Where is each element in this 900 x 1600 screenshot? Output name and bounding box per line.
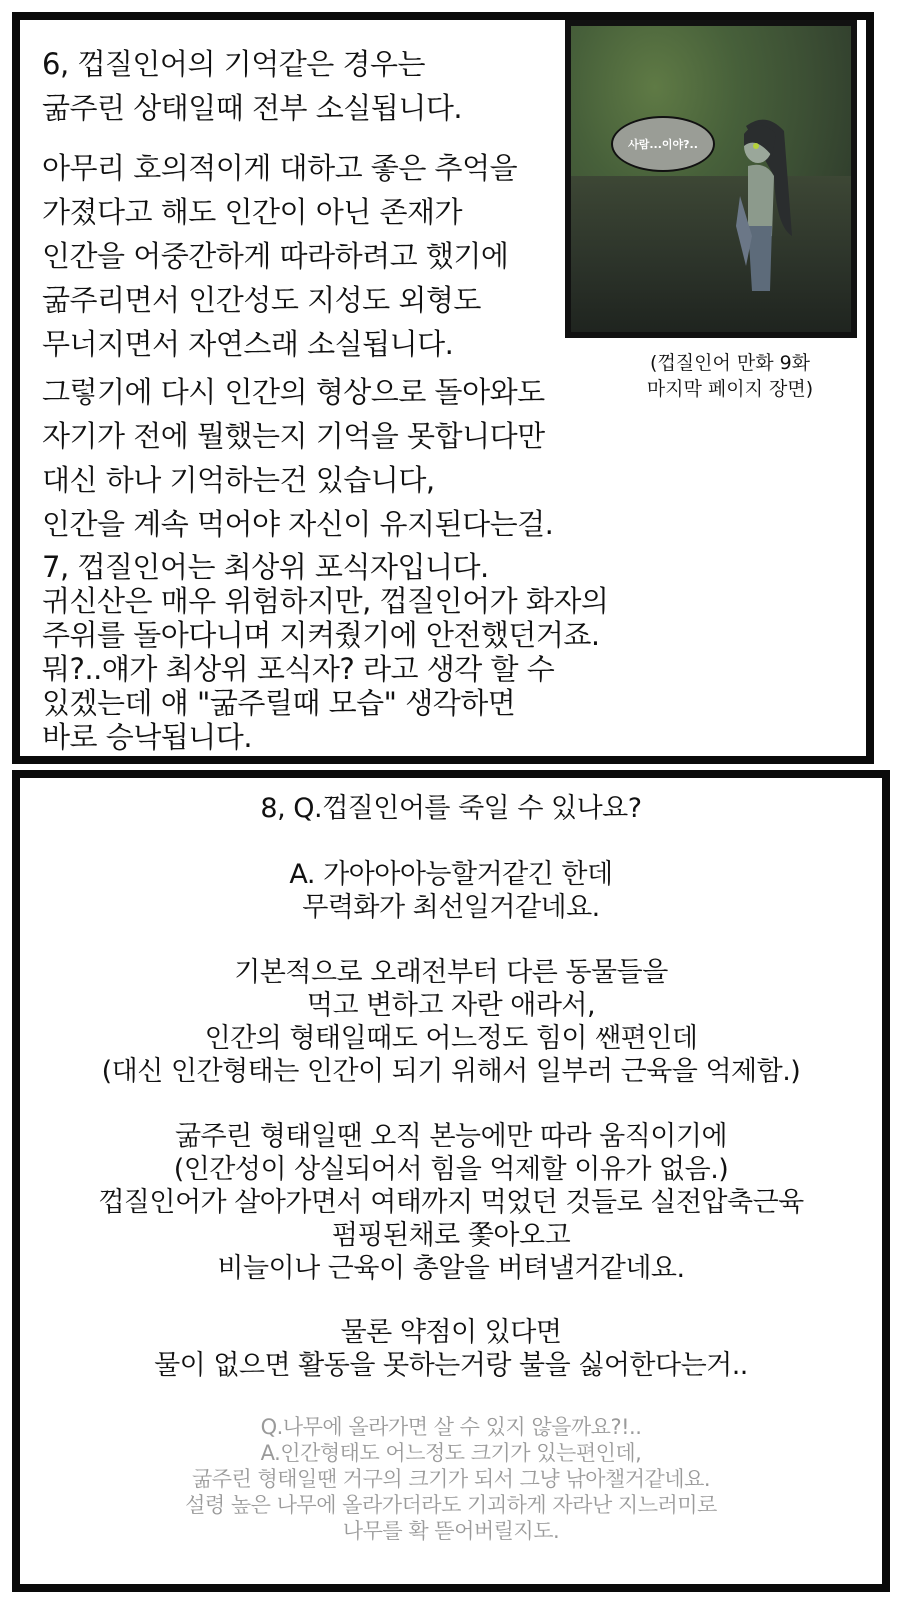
mermaid-figure	[726, 116, 796, 316]
section-6-heading	[42, 42, 462, 130]
text-line: 아무리 호의적이게 대하고 좋은 추억을	[42, 151, 518, 185]
text-line: 7, 껍질인어는 최상위 포식자입니다.	[42, 550, 489, 584]
explanation-1	[20, 956, 882, 1088]
text-line: 설령 높은 나무에 올라가더라도 기괴하게 자라난 지느러미로	[185, 1493, 717, 1517]
text-line: 나무를 확 뜯어버릴지도.	[342, 1519, 560, 1543]
text-line: 자기가 전에 뭘했는지 기억을 못합니다만	[42, 419, 545, 453]
text-line: 펌핑된채로 쫓아오고	[331, 1220, 571, 1251]
text-line: 6, 껍질인어의 기억같은 경우는	[42, 47, 425, 81]
text-line: 인간을 어중간하게 따라하려고 했기에	[42, 239, 509, 273]
text-line: A.인간형태도 어느정도 크기가 있는편인데,	[260, 1441, 642, 1465]
upper-panel	[12, 12, 874, 764]
weakness	[20, 1316, 882, 1382]
image-caption	[605, 350, 855, 402]
text-line: 굶주린 형태일땐 거구의 크기가 되서 그냥 낚아챌거같네요.	[191, 1467, 711, 1491]
answer-8	[20, 858, 882, 924]
water	[571, 176, 851, 332]
text-line: 가졌다고 해도 인간이 아닌 존재가	[42, 195, 463, 229]
text-line: 8, Q.껍질인어를 죽일 수 있나요?	[260, 793, 642, 824]
extra-qa	[20, 1414, 882, 1544]
text-line: A. 가아아아능할거같긴 한데	[289, 859, 613, 890]
caption-line: (껍질인어 만화 9화	[649, 352, 811, 374]
text-line: 굶주린 상태일때 전부 소실됩니다.	[42, 91, 463, 125]
text-line: 물이 없으면 활동을 못하는거랑 불을 싫어한다는거..	[154, 1350, 748, 1381]
text-line: (인간성이 상실되어서 힘을 억제할 이유가 없음.)	[173, 1154, 729, 1185]
text-line: 굶주리면서 인간성도 지성도 외형도	[42, 283, 481, 317]
text-line: 껍질인어가 살아가면서 여태까지 먹었던 것들로 실전압축근육	[98, 1187, 804, 1218]
text-line: 그렇기에 다시 인간의 형상으로 돌아와도	[42, 375, 545, 409]
lower-panel	[12, 770, 890, 1592]
section-6-paragraph-2	[42, 146, 517, 366]
text-line: 귀신산은 매우 위험하지만, 껍질인어가 화자의	[42, 584, 609, 618]
text-line: 무력화가 최선일거같네요.	[302, 892, 600, 923]
text-line: 인간을 계속 먹어야 자신이 유지된다는걸.	[42, 507, 554, 541]
text-line: 먹고 변하고 자란 애라서,	[306, 990, 596, 1021]
explanation-2	[20, 1120, 882, 1285]
speech-bubble: 사람...이야?..	[611, 116, 715, 172]
text-line: 비늘이나 근육이 총알을 버텨낼거같네요.	[217, 1253, 685, 1284]
text-line: 바로 승낙됩니다.	[42, 720, 253, 754]
text-line: 대신 하나 기억하는건 있습니다,	[42, 463, 435, 497]
text-line: 주위를 돌아다니며 지켜줬기에 안전했던거죠.	[42, 618, 600, 652]
text-line: 있겠는데 얘 "굶주릴때 모습" 생각하면	[42, 686, 516, 720]
question-8	[20, 792, 882, 825]
text-line: 인간의 형태일때도 어느정도 힘이 쌘편인데	[204, 1023, 698, 1054]
text-line: 기본적으로 오래전부터 다른 동물들을	[234, 957, 668, 988]
comic-scene-image	[565, 20, 857, 338]
section-7	[42, 550, 608, 754]
text-line: 물론 약점이 있다면	[340, 1317, 562, 1348]
text-line: 무너지면서 자연스래 소실됩니다.	[42, 327, 454, 361]
section-6-paragraph-3	[42, 370, 553, 546]
text-line: 뭐?..얘가 최상위 포식자? 라고 생각 할 수	[42, 652, 555, 686]
text-line: Q.나무에 올라가면 살 수 있지 않을까요?!..	[260, 1415, 642, 1439]
text-line: (대신 인간형태는 인간이 되기 위해서 일부러 근육을 억제함.)	[101, 1056, 801, 1087]
caption-line: 마지막 페이지 장면)	[646, 378, 814, 400]
text-line: 굶주린 형태일땐 오직 본능에만 따라 움직이기에	[174, 1121, 728, 1152]
